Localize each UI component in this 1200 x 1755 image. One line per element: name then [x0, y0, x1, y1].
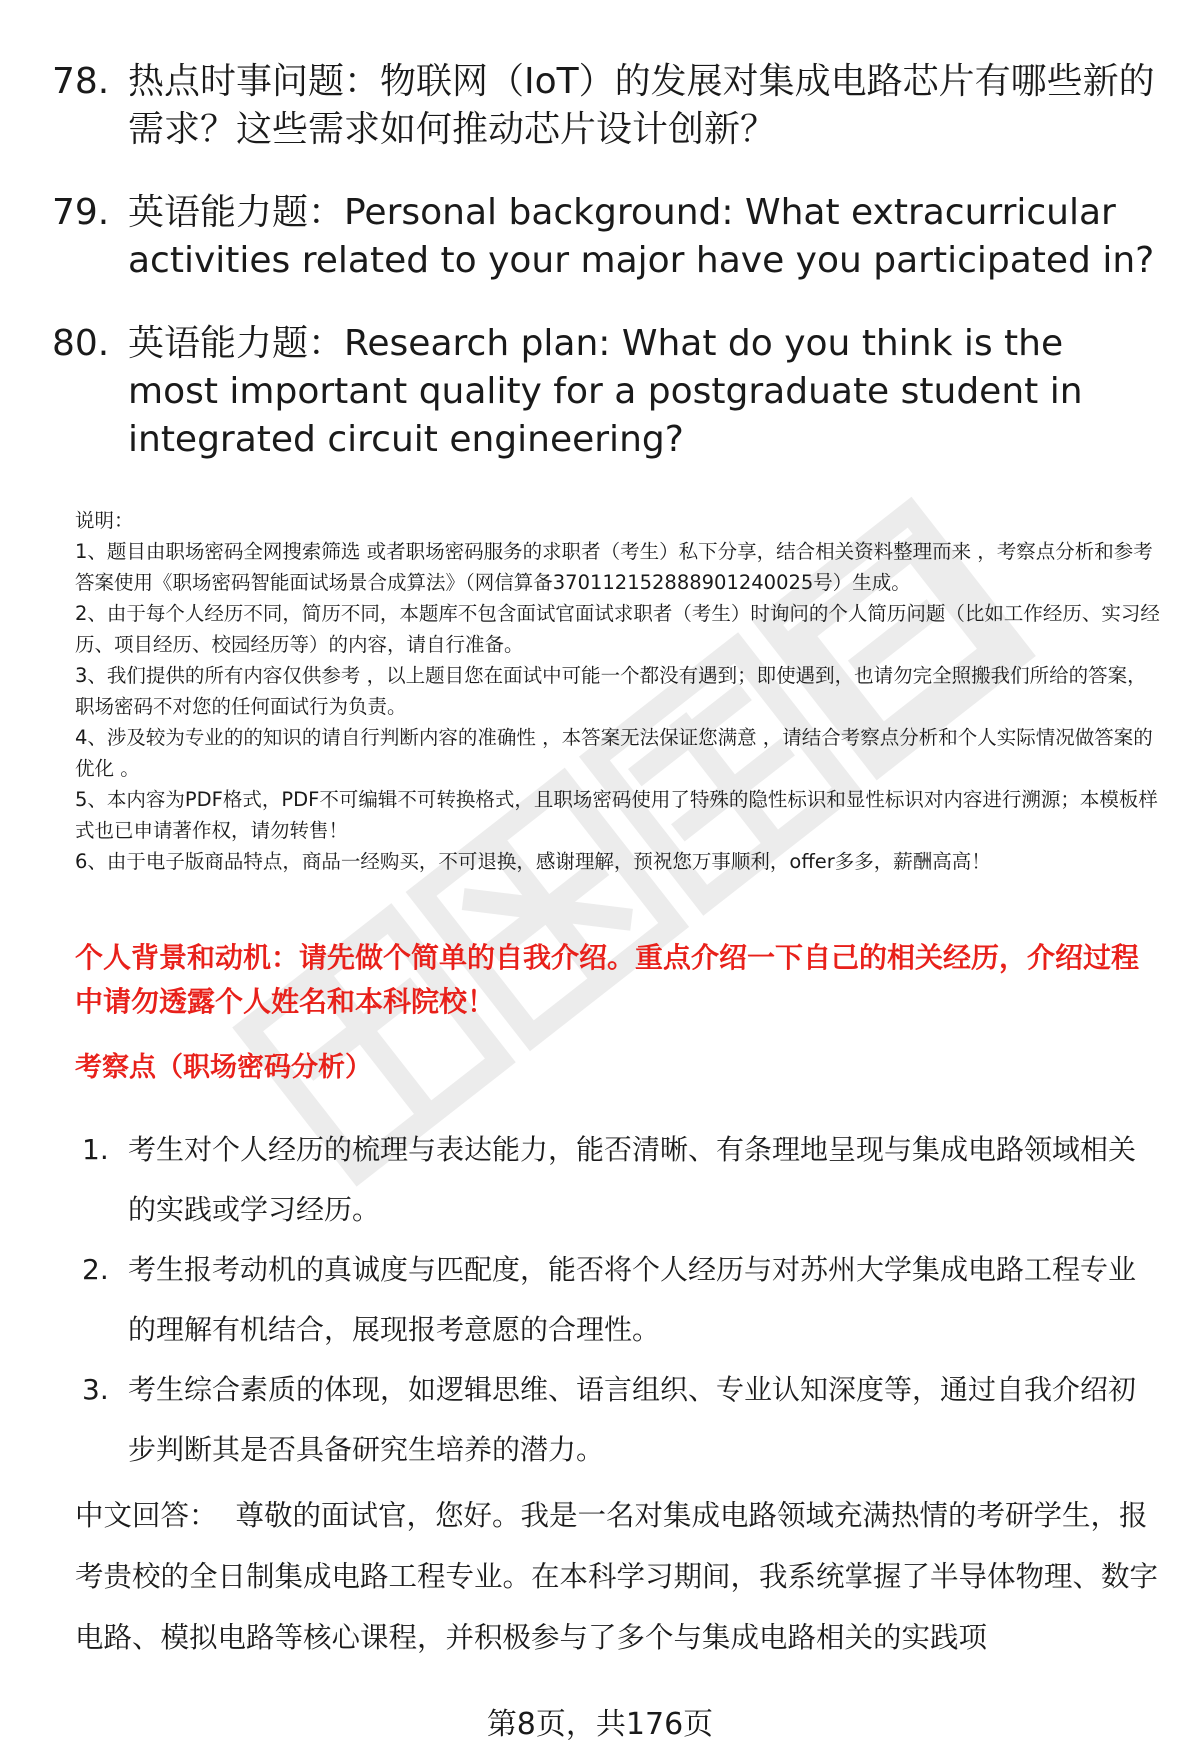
question-number: 80.	[52, 323, 110, 364]
question-item	[52, 320, 1162, 464]
note-item: 1、题目由职场密码全网搜索筛选 或者职场密码服务的求职者（考生）私下分享，结合相关资料整理而来 ，考察点分析和参考答案使用《职场密码智能面试场景合成算法》（网信算备370112152888901240025号）生成。	[75, 540, 1153, 594]
answer-text: 尊敬的面试官，您好。我是一名对集成电路领域充满热情的考研学生，报考贵校的全日制集成电路工程专业。在本科学习期间，我系统掌握了半导体物理、数字电路、模拟电路等核心课程，并积极参与了多个与集成电路相关的实践项	[75, 1499, 1159, 1654]
point-number: 3.	[82, 1373, 109, 1406]
notes-section	[75, 505, 1160, 877]
question-item	[52, 58, 1162, 154]
point-number: 2.	[82, 1253, 109, 1286]
question-number: 78.	[52, 61, 110, 102]
point-item	[82, 1120, 1162, 1240]
section-subtitle: 考察点（职场密码分析）	[75, 1052, 372, 1083]
point-item	[82, 1360, 1162, 1480]
assessment-points	[82, 1120, 1162, 1480]
question-list	[52, 58, 1162, 499]
point-text: 考生报考动机的真诚度与匹配度，能否将个人经历与对苏州大学集成电路工程专业的理解有机结合，展现报考意愿的合理性。	[128, 1253, 1137, 1346]
question-text: 英语能力题：Personal background: What extracurricular activities related to your major have you participated in?	[128, 192, 1155, 281]
question-text: 英语能力题：Research plan: What do you think is the most important quality for a postgraduate student in integrated circuit engineering?	[128, 323, 1083, 460]
point-text: 考生综合素质的体现，如逻辑思维、语言组织、专业认知深度等，通过自我介绍初步判断其是否具备研究生培养的潜力。	[128, 1373, 1137, 1466]
question-text: 热点时事问题：物联网（IoT）的发展对集成电路芯片有哪些新的需求？这些需求如何推动芯片设计创新？	[128, 61, 1155, 150]
point-number: 1.	[82, 1133, 109, 1166]
page-footer: 第8页，共176页	[486, 1707, 714, 1742]
notes-heading: 说明：	[75, 509, 134, 532]
question-number: 79.	[52, 192, 110, 233]
point-text: 考生对个人经历的梳理与表达能力，能否清晰、有条理地呈现与集成电路领域相关的实践或学习经历。	[128, 1133, 1137, 1226]
note-item: 2、由于每个人经历不同，简历不同，本题库不包含面试官面试求职者（考生）时询问的个人简历问题（比如工作经历、实习经历、项目经历、校园经历等）的内容，请自行准备。	[75, 602, 1160, 656]
question-item	[52, 189, 1162, 285]
answer-label: 中文回答：	[75, 1499, 218, 1532]
note-item: 5、本内容为PDF格式，PDF不可编辑不可转换格式，且职场密码使用了特殊的隐性标识和显性标识对内容进行溯源；本模板样式也已申请著作权，请勿转售！	[75, 788, 1158, 842]
note-item: 4、涉及较为专业的的知识的请自行判断内容的准确性 ，本答案无法保证您满意 ，请结合考察点分析和个人实际情况做答案的优化 。	[75, 726, 1153, 780]
point-item	[82, 1240, 1162, 1360]
answer-paragraph	[75, 1485, 1165, 1668]
note-item: 6、由于电子版商品特点，商品一经购买，不可退换，感谢理解，预祝您万事顺利，offer多多，薪酬高高！	[75, 850, 991, 873]
section-title: 个人背景和动机：请先做个简单的自我介绍。重点介绍一下自己的相关经历，介绍过程中请勿透露个人姓名和本科院校！	[75, 941, 1140, 1018]
note-item: 3、我们提供的所有内容仅供参考 ，以上题目您在面试中可能一个都没有遇到；即使遇到，也请勿完全照搬我们所给的答案，职场密码不对您的任何面试行为负责。	[75, 664, 1147, 718]
